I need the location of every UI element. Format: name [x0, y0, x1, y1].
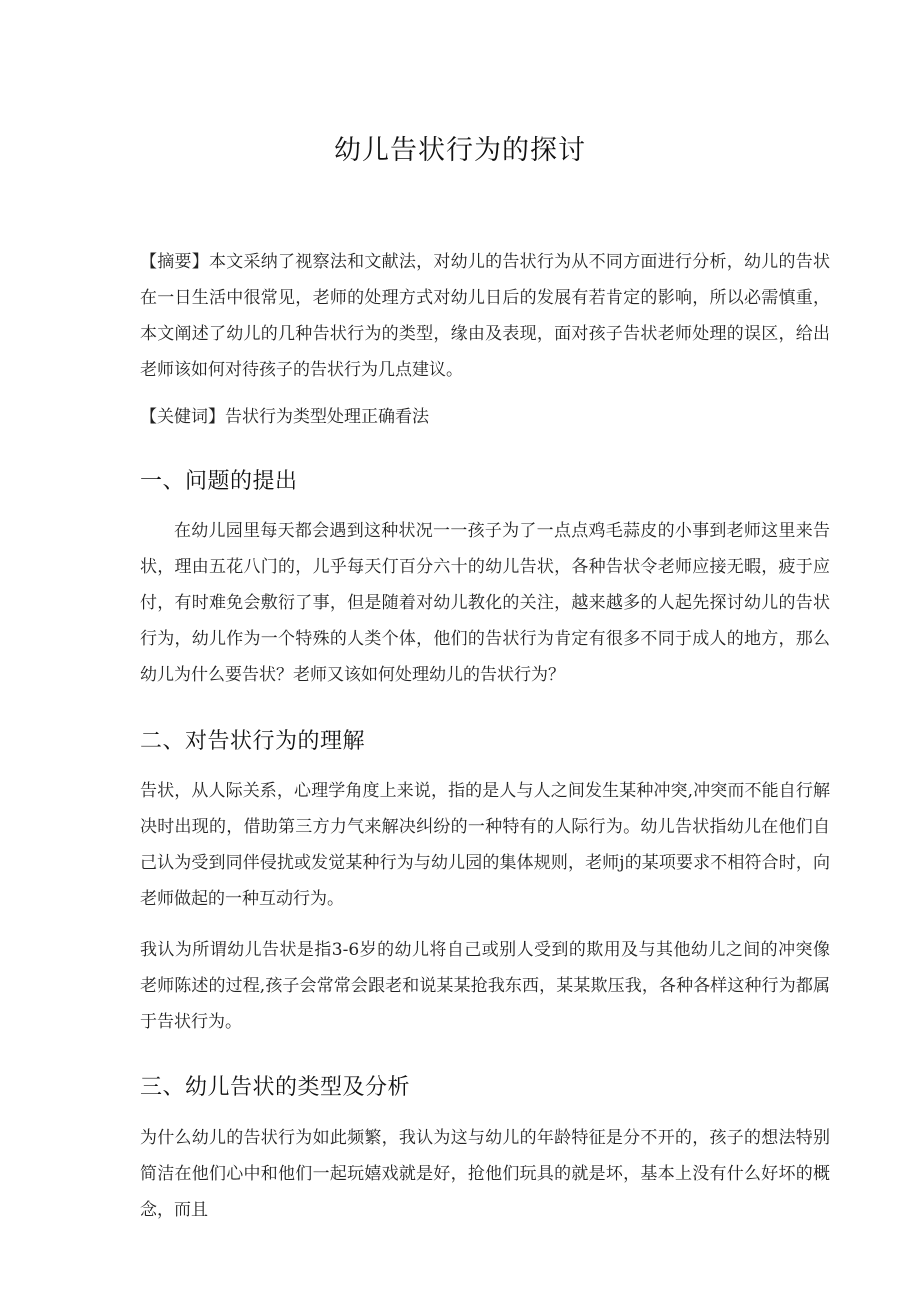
section-paragraph: 我认为所谓幼儿告状是指3-6岁的幼儿将自己或别人受到的欺用及与其他幼儿之间的冲突像老师陈述的过程,孩子会常常会跟老和说某某抢我东西，某某欺压我，各种各样这种行为都属于告状行为。 [140, 940, 830, 1032]
section-paragraph: 在幼儿园里每天都会遇到这种状况一一孩子为了一点点鸡毛蒜皮的小事到老师这里来告状，理由五花八门的，儿乎每天仃百分六十的幼儿告状，各种告状令老师应接无暇，疲于应付，有时难免会敷衍了事，但是随着对幼儿教化的关注，越来越多的人起先探讨幼儿的告状行为，幼儿作为一个特殊的人类个体，他们的告状行为肯定有很多不同于成人的地方，那么幼儿为什么要告状？老师又该如何处理幼儿的告状行为？ [140, 521, 830, 685]
abstract-paragraph: 【摘要】本文采纳了视察法和文献法，对幼儿的告状行为从不同方面进行分析，幼儿的告状在一日生活中很常见，老师的处理方式对幼儿日后的发展有若肯定的影响，所以必需慎重，本文阐述了幼儿的几种告状行为的类型，缘由及表现，面对孩子告状老师处理的误区，给出老师该如何对待孩子的告状行为几点建议。 [140, 252, 830, 380]
section-heading-understanding: 二、对告状行为的理解 [140, 729, 366, 754]
section-heading-problem: 一、问题的提出 [140, 469, 298, 494]
keywords-paragraph: 【关健词】告状行为类型处理正确看法 [140, 407, 429, 427]
section-paragraph: 告状，从人际关系，心理学角度上来说，指的是人与人之间发生某种冲突,冲突而不能自行解决时出现的，借助第三方力气来解决纠纷的一种特有的人际行为。幼儿告状指幼儿在他们自己认为受到同伴侵扰或发觉某种行为与幼儿园的集体规则，老师j的某项要求不相符合时，向老师做起的一种互动行为。 [140, 781, 830, 909]
section-heading-types: 三、幼儿告状的类型及分析 [140, 1075, 411, 1100]
document-title: 幼儿告状行为的探讨 [334, 135, 586, 166]
section-paragraph: 为什么幼儿的告状行为如此频繁，我认为这与幼儿的年龄特征是分不开的，孩子的想法特别简洁在他们心中和他们一起玩嬉戏就是好，抢他们玩具的就是坏，基本上没有什么好坏的概念，而且 [140, 1128, 830, 1220]
